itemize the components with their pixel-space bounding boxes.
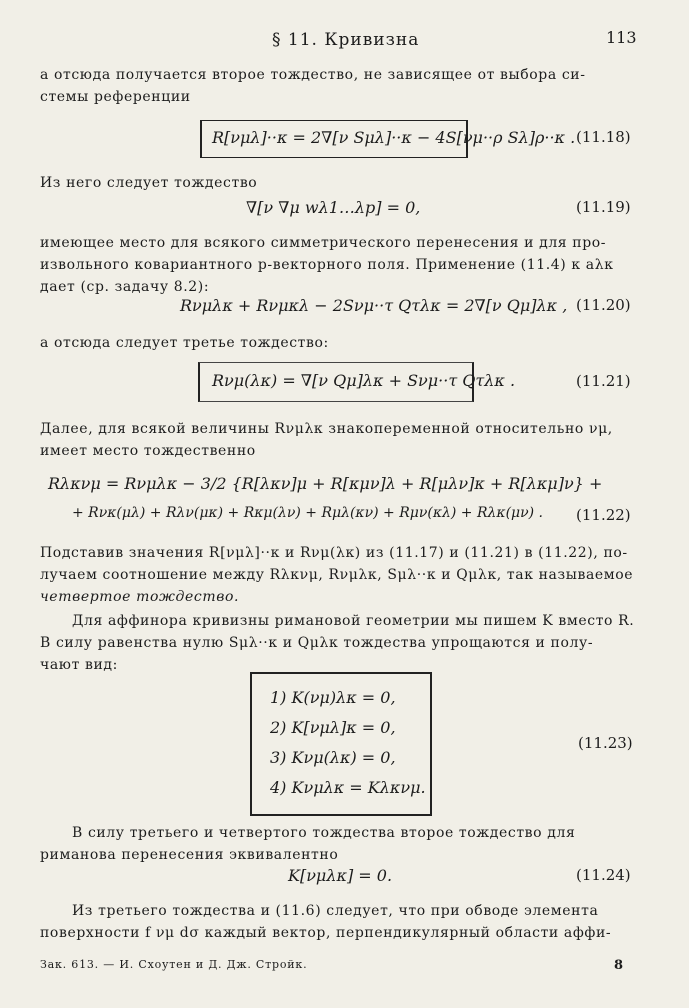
equation-number: (11.21) bbox=[576, 372, 631, 390]
equation-11-20: Rνμλκ + Rνμκλ − 2Sνμ··τ Qτλκ = 2∇[ν Qμ]λκ , bbox=[180, 296, 568, 315]
equation-number: (11.19) bbox=[576, 198, 631, 216]
paragraph-2 bbox=[40, 172, 640, 194]
equation-system-11-23 bbox=[250, 672, 432, 816]
equation-11-18: R[νμλ]··κ = 2∇[ν Sμλ]··κ − 4S[νμ··ρ Sλ]ρ··κ . bbox=[212, 128, 576, 147]
equation-11-24: K[νμλκ] = 0. bbox=[288, 866, 393, 885]
equation-number: (11.23) bbox=[578, 734, 633, 752]
equation-number: (11.18) bbox=[576, 128, 631, 146]
text-line: четвертое тождество. bbox=[40, 589, 240, 605]
equation-11-22-line-2: + Rνκ(μλ) + Rλν(μκ) + Rκμ(λν) + Rμλ(κν) + Rμν(κλ) + Rλκ(μν) . bbox=[72, 505, 544, 521]
paragraph-8 bbox=[40, 822, 640, 866]
text-line: чают вид: bbox=[40, 657, 118, 673]
paragraph-7 bbox=[40, 610, 640, 676]
text-line: поверхности f νμ dσ каждый вектор, перпендикулярный области аффи- bbox=[40, 925, 612, 941]
paragraph-1 bbox=[40, 64, 640, 108]
equation-11-23-2: 2) K[νμλ]κ = 0, bbox=[270, 718, 396, 737]
page-number: 113 bbox=[606, 28, 637, 47]
text-line: извольного ковариантного p-векторного поля. Применение (11.4) к aλκ bbox=[40, 257, 614, 273]
equation-11-23-3: 3) Kνμ(λκ) = 0, bbox=[270, 748, 396, 767]
paragraph-9 bbox=[40, 900, 640, 944]
paragraph-4 bbox=[40, 332, 640, 354]
sheet-signature: 8 bbox=[614, 958, 624, 973]
text-line: лучаем соотношение между Rλκνμ, Rνμλκ, Sμλ··κ и Qμλκ, так называемое bbox=[40, 567, 634, 583]
text-line: Из третьего тождества и (11.6) следует, что при обводе элемента bbox=[72, 903, 599, 919]
paragraph-5 bbox=[40, 418, 640, 462]
text-line: Далее, для всякой величины Rνμλκ знакопеременной относительно νμ, bbox=[40, 421, 613, 437]
equation-11-23-1: 1) K(νμ)λκ = 0, bbox=[270, 688, 396, 707]
text-line: имеет место тождественно bbox=[40, 443, 256, 459]
text-line: Из него следует тождество bbox=[40, 175, 258, 191]
paragraph-6 bbox=[40, 542, 640, 608]
text-line: а отсюда получается второе тождество, не зависящее от выбора си- bbox=[40, 67, 586, 83]
text-line: стемы референции bbox=[40, 89, 191, 105]
equation-11-21: Rνμ(λκ) = ∇[ν Qμ]λκ + Sνμ··τ Qτλκ . bbox=[212, 371, 516, 390]
equation-11-22-line-1: Rλκνμ = Rνμλκ − 3/2 {R[λκν]μ + R[κμν]λ + R[μλν]κ + R[λκμ]ν} + bbox=[48, 474, 603, 493]
equation-11-23-4: 4) Kνμλκ = Kλκνμ. bbox=[270, 778, 426, 797]
printer-imprint: Зак. 613. — И. Схоутен и Д. Дж. Стройк. bbox=[40, 958, 308, 971]
text-line: Для аффинора кривизны римановой геометрии мы пишем K вместо R. bbox=[72, 613, 635, 629]
text-line: дает (ср. задачу 8.2): bbox=[40, 279, 210, 295]
equation-number: (11.20) bbox=[576, 296, 631, 314]
section-header: § 11. Кривизна bbox=[272, 30, 420, 50]
text-line: В силу равенства нулю Sμλ··κ и Qμλκ тождества упрощаются и полу- bbox=[40, 635, 594, 651]
text-line: В силу третьего и четвертого тождества второе тождество для bbox=[72, 825, 576, 841]
text-line: Подставив значения R[νμλ]··κ и Rνμ(λκ) из (11.17) и (11.21) в (11.22), по- bbox=[40, 545, 628, 561]
text-line: риманова перенесения эквивалентно bbox=[40, 847, 339, 863]
text-line: а отсюда следует третье тождество: bbox=[40, 335, 329, 351]
equation-number: (11.22) bbox=[576, 506, 631, 524]
equation-11-19: ∇[ν ∇μ wλ1…λp] = 0, bbox=[246, 198, 421, 217]
paragraph-3 bbox=[40, 232, 640, 298]
equation-number: (11.24) bbox=[576, 866, 631, 884]
text-line: имеющее место для всякого симметрического перенесения и для про- bbox=[40, 235, 607, 251]
